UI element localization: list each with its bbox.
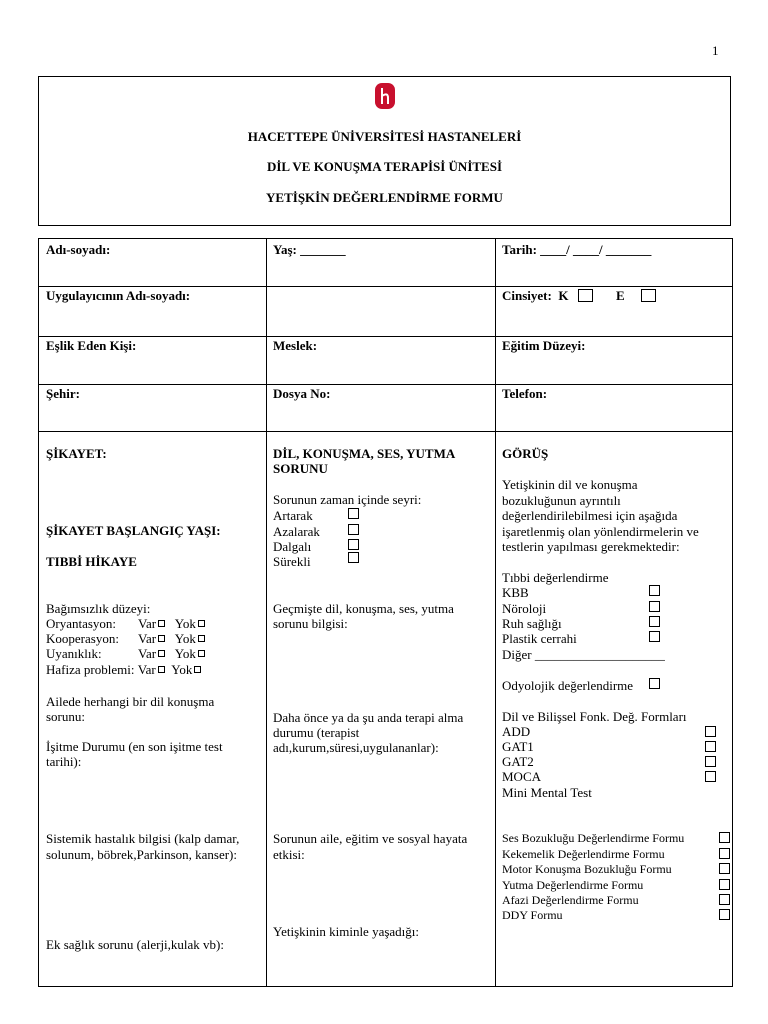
independence-row: Kooperasyon: <box>46 631 119 646</box>
hearing-label: İşitme Durumu (en son işitme test <box>46 739 223 754</box>
hacettepe-logo-icon <box>374 82 396 110</box>
moca-checkbox[interactable] <box>705 771 716 782</box>
ddy-form-checkbox[interactable] <box>719 909 730 920</box>
form-item: Kekemelik Değerlendirme Formu <box>502 847 665 861</box>
systemic-disease-label: Sistemik hastalık bilgisi (kalp damar, <box>46 831 240 846</box>
add-checkbox[interactable] <box>705 726 716 737</box>
page-number: 1 <box>712 43 719 58</box>
therapy-label: adı,kurum,süresi,uygulananlar): <box>273 740 439 755</box>
form-item: Motor Konuşma Bozukluğu Formu <box>502 862 672 876</box>
opinion-heading: GÖRÜŞ <box>502 446 549 461</box>
independence-options: Var Yok <box>138 631 205 646</box>
problem-heading: DİL, KONUŞMA, SES, YUTMA <box>273 446 456 461</box>
gat1-checkbox[interactable] <box>705 741 716 752</box>
kekemelik-form-checkbox[interactable] <box>719 848 730 859</box>
noroloji-checkbox[interactable] <box>649 601 660 612</box>
surekli-checkbox[interactable] <box>348 552 359 563</box>
independence-row: Oryantasyon: <box>46 616 117 631</box>
complaint-heading: ŞİKAYET: <box>46 446 107 461</box>
extra-health-label: Ek sağlık sorunu (alerji,kulak vb): <box>46 937 224 952</box>
gender-e-checkbox[interactable] <box>641 289 656 302</box>
therapy-label: Daha önce ya da şu anda terapi alma <box>273 710 464 725</box>
past-problem-label: sorunu bilgisi: <box>273 616 348 631</box>
medical-eval-label: Tıbbi değerlendirme <box>502 570 609 585</box>
course-option: Azalarak <box>273 524 320 539</box>
row-divider <box>39 286 732 287</box>
independence-options: Var Yok <box>138 646 205 661</box>
hospital-title: HACETTEPE ÜNİVERSİTESİ HASTANELERİ <box>247 129 522 144</box>
occupation-label: Meslek: <box>273 338 318 353</box>
row-divider <box>39 431 732 432</box>
azalarak-checkbox[interactable] <box>348 524 359 535</box>
audiology-checkbox[interactable] <box>649 678 660 689</box>
unit-title: DİL VE KONUŞMA TERAPİSİ ÜNİTESİ <box>266 159 503 174</box>
living-with-label: Yetişkinin kiminle yaşadığı: <box>273 924 420 939</box>
form-item: DDY Formu <box>502 908 563 922</box>
impact-label: Sorunun aile, eğitim ve sosyal hayata <box>273 831 468 846</box>
course-option: Sürekli <box>273 554 311 569</box>
var-checkbox[interactable] <box>158 650 165 657</box>
age-label[interactable]: Yaş: _______ <box>273 242 346 257</box>
course-option: Artarak <box>273 508 313 523</box>
city-label: Şehir: <box>46 386 80 401</box>
gender-field <box>502 288 656 303</box>
row-divider <box>39 336 732 337</box>
name-label: Adı-soyadı: <box>46 242 111 257</box>
form-item: Ses Bozukluğu Değerlendirme Formu <box>502 831 685 845</box>
cognitive-form-item: ADD <box>502 724 531 739</box>
medical-eval-item: Plastik cerrahi <box>502 631 577 646</box>
impact-label: etkisi: <box>273 847 305 862</box>
course-option: Dalgalı <box>273 539 312 554</box>
gender-label: Cinsiyet: <box>502 288 552 303</box>
audiology-label: Odyolojik değerlendirme <box>502 678 634 693</box>
opinion-paragraph: testlerin yapılması gerekmektedir: <box>502 539 680 554</box>
cognitive-form-item: Mini Mental Test <box>502 785 592 800</box>
yutma-form-checkbox[interactable] <box>719 879 730 890</box>
ruh-sagligi-checkbox[interactable] <box>649 616 660 627</box>
opinion-paragraph: işaretlenmiş olan yönlendirmelerin ve <box>502 524 699 539</box>
form-item: Yutma Değerlendirme Formu <box>502 878 644 892</box>
opinion-paragraph: bozukluğunun ayrıntılı <box>502 493 621 508</box>
col-divider <box>266 239 267 986</box>
hearing-label: tarihi): <box>46 754 82 769</box>
other-field[interactable]: Diğer ____________________ <box>502 647 665 662</box>
motor-form-checkbox[interactable] <box>719 863 730 874</box>
artarak-checkbox[interactable] <box>348 508 359 519</box>
date-label[interactable]: Tarih: ____/ ____/ _______ <box>502 242 652 257</box>
complaint-age-heading: ŞİKAYET BAŞLANGIÇ YAŞI: <box>46 523 221 538</box>
independence-row: Hafiza problemi: Var Yok <box>46 662 201 677</box>
form-grid <box>38 238 733 987</box>
yok-checkbox[interactable] <box>198 635 205 642</box>
independence-label: Bağımsızlık düzeyi: <box>46 601 151 616</box>
systemic-disease-label: solunum, böbrek,Parkinson, kanser): <box>46 847 238 862</box>
course-label: Sorunun zaman içinde seyri: <box>273 492 422 507</box>
cognitive-form-item: GAT1 <box>502 739 534 754</box>
var-checkbox[interactable] <box>158 635 165 642</box>
form-header <box>38 76 731 226</box>
yok-checkbox[interactable] <box>198 650 205 657</box>
cognitive-form-item: GAT2 <box>502 754 534 769</box>
opinion-paragraph: değerlendirilebilmesi için aşağıda <box>502 508 678 523</box>
afazi-form-checkbox[interactable] <box>719 894 730 905</box>
family-issue-label: Ailede herhangi bir dil konuşma <box>46 694 215 709</box>
dalgali-checkbox[interactable] <box>348 539 359 550</box>
yok-checkbox[interactable] <box>198 620 205 627</box>
gat2-checkbox[interactable] <box>705 756 716 767</box>
practitioner-label: Uygulayıcının Adı-soyadı: <box>46 288 191 303</box>
gender-e-label: E <box>615 288 625 303</box>
ses-form-checkbox[interactable] <box>719 832 730 843</box>
independence-options: Var Yok <box>138 616 205 631</box>
row-divider <box>39 384 732 385</box>
form-item: Afazi Değerlendirme Formu <box>502 893 639 907</box>
medical-history-heading: TIBBİ HİKAYE <box>46 554 137 569</box>
problem-heading: SORUNU <box>273 461 328 476</box>
kbb-checkbox[interactable] <box>649 585 660 596</box>
education-label: Eğitim Düzeyi: <box>502 338 586 353</box>
past-problem-label: Geçmişte dil, konuşma, ses, yutma <box>273 601 454 616</box>
medical-eval-item: KBB <box>502 585 529 600</box>
opinion-paragraph: Yetişkinin dil ve konuşma <box>502 477 638 492</box>
independence-row: Uyanıklık: <box>46 646 102 661</box>
therapy-label: durumu (terapist <box>273 725 360 740</box>
form-title: YETİŞKİN DEĞERLENDİRME FORMU <box>266 190 503 205</box>
yok-checkbox[interactable] <box>194 666 201 673</box>
companion-label: Eşlik Eden Kişi: <box>46 338 137 353</box>
var-checkbox[interactable] <box>158 620 165 627</box>
medical-eval-item: Ruh sağlığı <box>502 616 562 631</box>
var-checkbox[interactable] <box>158 666 165 673</box>
cognitive-forms-label: Dil ve Bilişsel Fonk. Değ. Formları <box>502 709 687 724</box>
plastik-cerrahi-checkbox[interactable] <box>649 631 660 642</box>
cognitive-form-item: MOCA <box>502 769 542 784</box>
gender-k-label: K <box>558 288 569 303</box>
medical-eval-item: Nöroloji <box>502 601 547 616</box>
phone-label: Telefon: <box>502 386 548 401</box>
col-divider <box>495 239 496 986</box>
gender-k-checkbox[interactable] <box>578 289 593 302</box>
family-issue-label: sorunu: <box>46 709 85 724</box>
file-no-label: Dosya No: <box>273 386 331 401</box>
